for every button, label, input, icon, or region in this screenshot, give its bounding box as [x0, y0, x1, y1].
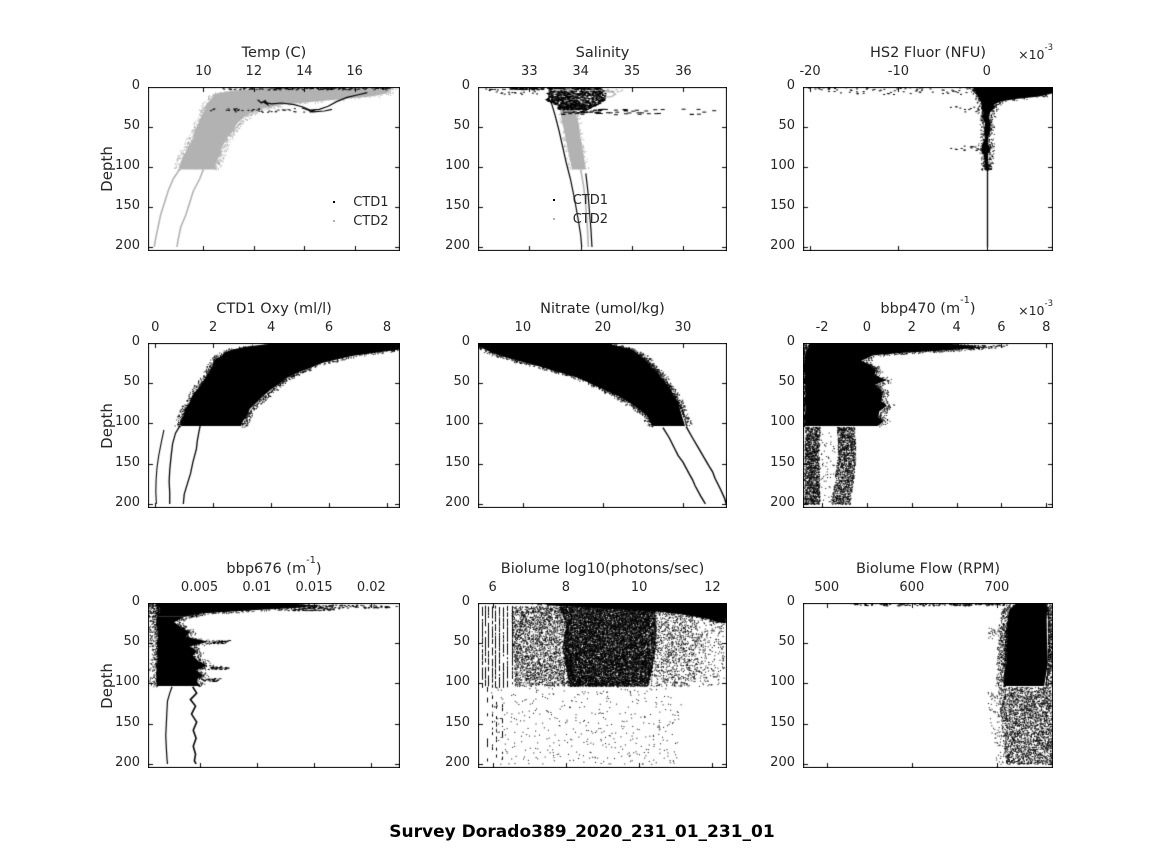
subplot-ctd1-oxy [98, 301, 400, 510]
y-tick-label: 0 [786, 594, 795, 609]
axis-exponent-bbp470: $\times 10^{-3}$ [1018, 299, 1053, 318]
x-tick-label: 600 [899, 580, 925, 595]
plot-title-biolume-flow: Biolume Flow (RPM) [855, 561, 1001, 577]
plot-title-hs2-fluor: HS2 Fluor (NFU) [869, 45, 987, 61]
y-tick-label: 100 [770, 674, 795, 690]
y-tick-label: 150 [770, 198, 795, 213]
y-tick-label: 100 [115, 158, 140, 173]
plot-area-bbp470 [803, 343, 1053, 508]
plot-title-nitrate: Nitrate (umol/kg) [540, 301, 665, 317]
y-tick-label: 50 [453, 374, 470, 390]
x-tick-label: 10 [195, 64, 212, 79]
x-tick-label: 12 [704, 580, 721, 595]
x-tick-label: 8 [382, 320, 392, 335]
plot-title-bbp470: bbp470 $(m^{-1})$ [880, 294, 976, 317]
subplot-biolume-flow [770, 561, 1053, 770]
y-axis-label: Depth [98, 662, 116, 709]
x-tick-label: 12 [245, 64, 263, 79]
y-tick-label: 0 [131, 334, 140, 349]
y-tick-label: 100 [445, 414, 470, 430]
y-tick-label: 0 [131, 78, 140, 93]
subplot-hs2-fluor [770, 43, 1053, 253]
y-tick-label: 100 [770, 158, 795, 173]
plot-area-biolume [478, 603, 727, 768]
subplot-biolume [445, 561, 727, 770]
plot-title-biolume: Biolume log10(photons/sec) [500, 561, 705, 577]
legend-salinity [553, 191, 608, 229]
y-tick-label: 50 [123, 634, 140, 650]
y-tick-label: 200 [115, 494, 140, 510]
y-tick-label: 150 [770, 454, 795, 470]
plot-title-ctd1-oxy: CTD1 Oxy (ml/l) [216, 301, 332, 317]
y-tick-label: 0 [461, 334, 470, 349]
x-tick-label: 0.015 [295, 580, 333, 595]
plot-area-ctd1-oxy [148, 343, 400, 508]
y-tick-label: 200 [445, 754, 470, 770]
x-tick-label: 8 [1042, 320, 1051, 335]
figure-title: Survey Dorado389_2020_231_01_231_01 [389, 822, 775, 842]
x-tick-label: -10 [887, 64, 910, 79]
legend-entry [333, 193, 388, 212]
x-tick-label: 6 [488, 580, 497, 595]
y-tick-label: 100 [770, 414, 795, 430]
x-tick-label: 6 [997, 320, 1006, 335]
y-tick-label: 50 [123, 118, 140, 133]
x-tick-label: 10 [630, 580, 648, 595]
y-tick-label: 150 [115, 454, 140, 470]
legend-label: CTD2 [353, 213, 389, 229]
y-tick-label: 150 [770, 714, 795, 730]
y-tick-label: 150 [445, 198, 470, 213]
x-tick-label: 36 [675, 64, 692, 79]
x-tick-label: 4 [952, 320, 961, 335]
x-tick-label: 34 [572, 64, 589, 79]
plot-title-bbp676: bbp676 $(m^{-1})$ [226, 554, 322, 577]
x-tick-label: 2 [907, 320, 916, 335]
plot-title-temp: Temp (C) [241, 45, 307, 61]
axis-exponent-hs2-fluor: $\times 10^{-3}$ [1018, 43, 1053, 62]
y-tick-label: 0 [131, 594, 140, 609]
x-tick-label: 0.01 [242, 580, 272, 595]
y-tick-label: 200 [770, 494, 795, 510]
x-tick-label: 33 [521, 64, 538, 79]
y-tick-label: 200 [445, 238, 470, 253]
y-tick-label: 200 [115, 754, 140, 770]
legend-label: CTD2 [572, 211, 608, 227]
y-tick-label: 150 [445, 454, 470, 470]
legend-marker-dot [553, 218, 555, 220]
x-tick-label: -2 [815, 320, 829, 335]
subplot-bbp676 [98, 554, 400, 770]
subplot-temp [98, 45, 400, 253]
plot-title-salinity: Salinity [575, 45, 630, 61]
y-tick-label: 50 [778, 118, 795, 133]
subplot-bbp470 [770, 294, 1053, 510]
y-tick-label: 100 [115, 414, 140, 430]
y-tick-label: 150 [115, 714, 140, 730]
legend-marker-dot [333, 220, 335, 222]
legend-marker-dot [333, 201, 335, 203]
x-tick-label: 0 [982, 64, 991, 79]
y-tick-label: 50 [453, 634, 470, 650]
legend-label: CTD1 [353, 194, 389, 210]
x-tick-label: 14 [295, 64, 313, 79]
plot-area-bbp676 [148, 603, 400, 768]
x-tick-label: 8 [561, 580, 571, 595]
y-tick-label: 100 [445, 674, 470, 690]
y-tick-label: 150 [445, 714, 470, 730]
x-tick-label: 0.005 [180, 580, 219, 595]
x-tick-label: 16 [346, 64, 363, 79]
x-tick-label: 30 [674, 320, 692, 335]
x-tick-label: 35 [623, 64, 641, 79]
x-tick-label: 500 [814, 580, 840, 595]
plot-area-nitrate [478, 343, 727, 508]
y-tick-label: 100 [115, 674, 140, 690]
y-tick-label: 200 [770, 238, 795, 253]
x-tick-label: -20 [799, 64, 821, 79]
x-tick-label: 20 [594, 320, 612, 335]
y-tick-label: 200 [770, 754, 795, 770]
legend-marker-dot [553, 199, 555, 201]
x-tick-label: 0 [862, 320, 872, 335]
x-tick-label: 4 [266, 320, 276, 335]
legend-label: CTD1 [572, 192, 608, 208]
y-tick-label: 50 [123, 374, 140, 390]
legend-temp [333, 193, 388, 231]
y-tick-label: 50 [778, 374, 795, 390]
x-tick-label: 6 [324, 320, 334, 335]
y-tick-label: 50 [453, 118, 470, 133]
y-axis-label: Depth [98, 146, 116, 192]
y-tick-label: 0 [461, 78, 470, 93]
legend-entry [333, 212, 388, 231]
plot-area-hs2-fluor [803, 87, 1053, 251]
y-tick-label: 200 [445, 494, 470, 510]
y-tick-label: 100 [445, 158, 470, 173]
y-axis-label: Depth [98, 402, 116, 449]
y-tick-label: 200 [115, 238, 140, 253]
legend-entry [553, 191, 608, 210]
y-tick-label: 0 [786, 78, 795, 93]
x-tick-label: 2 [209, 320, 218, 335]
x-tick-label: 0 [151, 320, 160, 335]
x-tick-label: 700 [984, 580, 1010, 595]
y-tick-label: 0 [786, 334, 795, 349]
subplot-nitrate [445, 301, 727, 510]
y-tick-label: 50 [778, 634, 795, 650]
plot-area-biolume-flow [803, 603, 1053, 768]
x-tick-label: 10 [514, 320, 532, 335]
y-tick-label: 150 [115, 198, 140, 213]
y-tick-label: 0 [461, 594, 470, 609]
subplot-salinity [445, 45, 727, 253]
x-tick-label: 0.02 [356, 580, 386, 595]
legend-entry [553, 210, 608, 229]
